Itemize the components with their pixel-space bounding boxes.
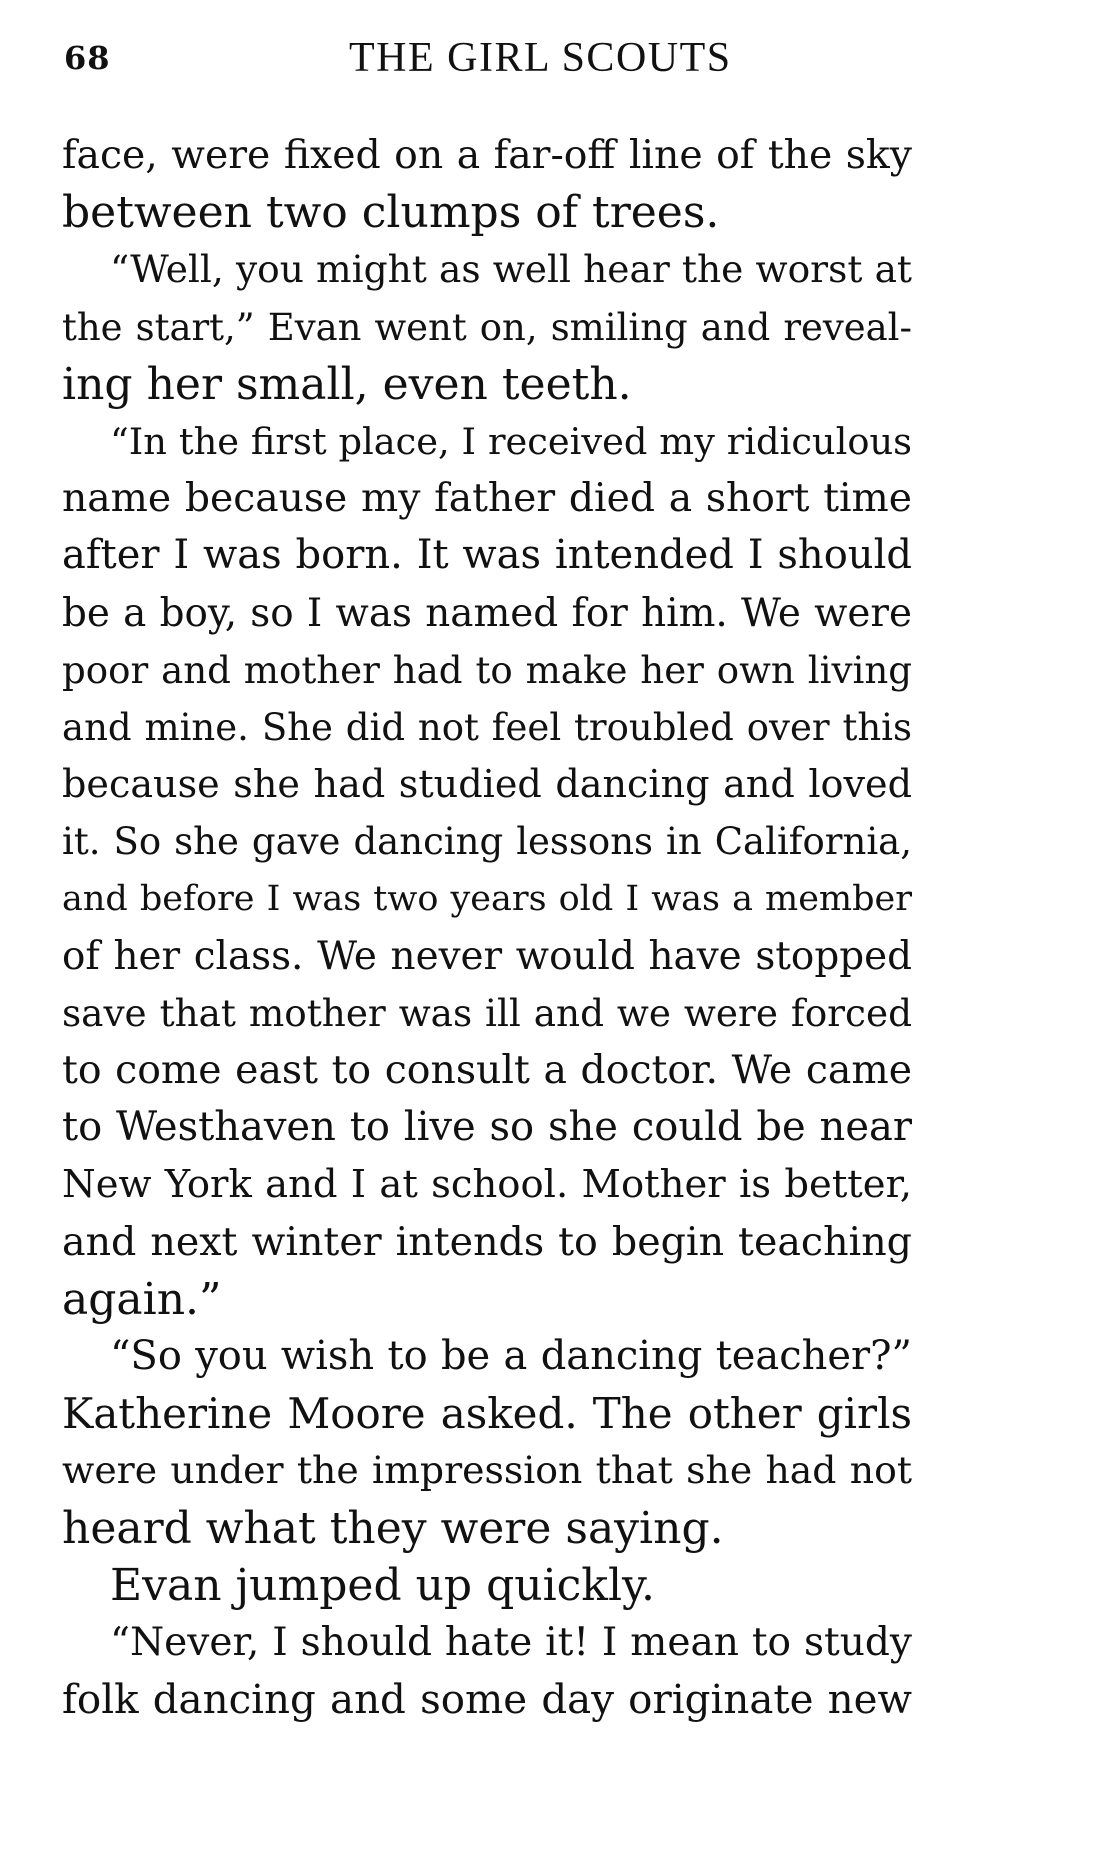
running-head xyxy=(64,30,774,90)
text-line: it. So she gave dancing lessons in California, xyxy=(62,820,912,864)
text-line: “Well, you might as well hear the worst at xyxy=(110,247,912,292)
text-line: “Never, I should hate it! I mean to study xyxy=(110,1619,912,1665)
text-line: again.” xyxy=(62,1273,222,1325)
text-line: be a boy, so I was named for him. We were xyxy=(62,590,912,636)
text-line: heard what they were saying. xyxy=(62,1502,724,1554)
page-number: 68 xyxy=(64,39,111,77)
text-line: to Westhaven to live so she could be near xyxy=(62,1104,912,1151)
text-line: folk dancing and some day originate new xyxy=(62,1676,912,1724)
text-line: of her class. We never would have stopped xyxy=(62,933,912,979)
text-line: Evan jumped up quickly. xyxy=(110,1559,656,1611)
text-line: and mine. She did not feel troubled over this xyxy=(62,705,912,749)
text-line: face, were fixed on a far-off line of the sky xyxy=(62,132,912,178)
text-line: and before I was two years old I was a member xyxy=(62,878,912,920)
text-line: Katherine Moore asked. The other girls xyxy=(62,1389,912,1439)
body-text xyxy=(62,127,1062,1728)
text-line: after I was born. It was intended I should xyxy=(62,532,912,579)
text-line: save that mother was ill and we were forced xyxy=(62,990,912,1035)
text-line: New York and I at school. Mother is better, xyxy=(62,1162,912,1208)
text-line: to come east to consult a doctor. We came xyxy=(62,1047,912,1093)
text-line: ing her small, even teeth. xyxy=(62,358,632,410)
text-line: because she had studied dancing and loved xyxy=(62,762,912,807)
running-title: THE GIRL SCOUTS xyxy=(349,35,732,81)
text-line: between two clumps of trees. xyxy=(62,187,720,239)
text-line: and next winter intends to begin teaching xyxy=(62,1218,912,1265)
text-line: the start,” Evan went on, smiling and reveal- xyxy=(62,305,912,349)
text-line: “In the first place, I received my ridiculous xyxy=(110,419,912,463)
text-line: name because my father died a short time xyxy=(62,476,912,522)
text-line: were under the impression that she had not xyxy=(62,1448,912,1493)
text-line: poor and mother had to make her own living xyxy=(62,648,912,692)
text-line: “So you wish to be a dancing teacher?” xyxy=(110,1332,912,1379)
